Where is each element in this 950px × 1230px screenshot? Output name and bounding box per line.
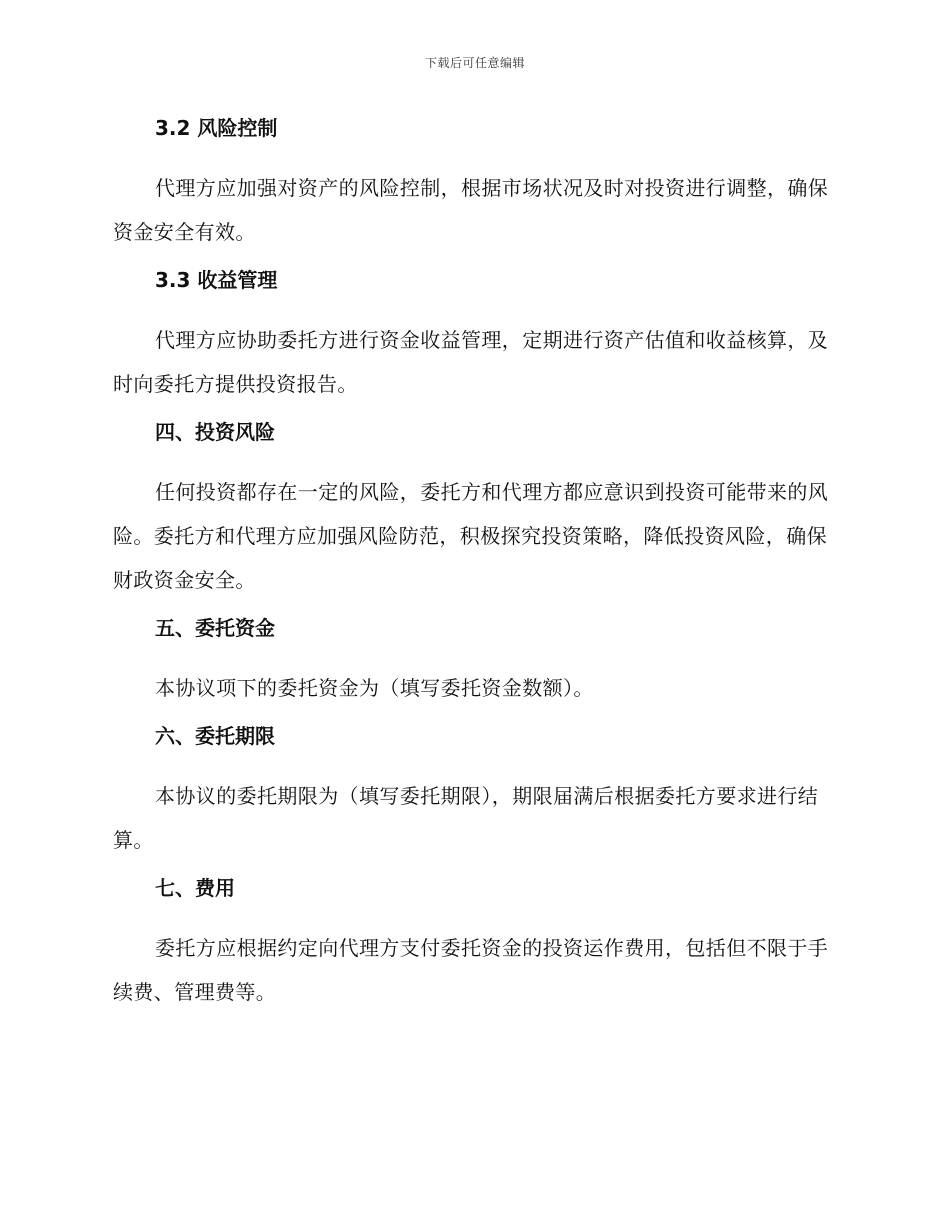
section-paragraph-investment-risk: 任何投资都存在一定的风险，委托方和代理方都应意识到投资可能带来的风险。委托方和代理方应加强风险防范，积极探究投资策略，降低投资风险，确保财政资金安全。 xyxy=(113,480,829,592)
document-body xyxy=(113,112,833,1024)
section-paragraph-entrusted-funds: 本协议项下的委托资金为（填写委托资金数额）。 xyxy=(155,676,594,700)
section-heading-entrusted-funds: 五、委托资金 xyxy=(155,616,275,640)
section-paragraph-entrustment-period: 本协议的委托期限为（填写委托期限），期限届满后根据委托方要求进行结算。 xyxy=(113,784,819,852)
header-note: 下载后可任意编辑 xyxy=(424,56,525,70)
section-paragraph-fees: 委托方应根据约定向代理方支付委托资金的投资运作费用，包括但不限于手续费、管理费等。 xyxy=(113,936,829,1004)
section-heading-investment-risk: 四、投资风险 xyxy=(155,420,275,444)
section-heading-3-3: 3.3 收益管理 xyxy=(155,268,278,292)
section-paragraph-3-3: 代理方应协助委托方进行资金收益管理，定期进行资产估值和收益核算，及时向委托方提供投资报告。 xyxy=(113,328,829,396)
section-heading-fees: 七、费用 xyxy=(155,876,235,900)
section-heading-3-2: 3.2 风险控制 xyxy=(155,116,278,140)
section-paragraph-3-2: 代理方应加强对资产的风险控制，根据市场状况及时对投资进行调整，确保资金安全有效。 xyxy=(113,176,829,244)
section-heading-entrustment-period: 六、委托期限 xyxy=(155,724,275,748)
